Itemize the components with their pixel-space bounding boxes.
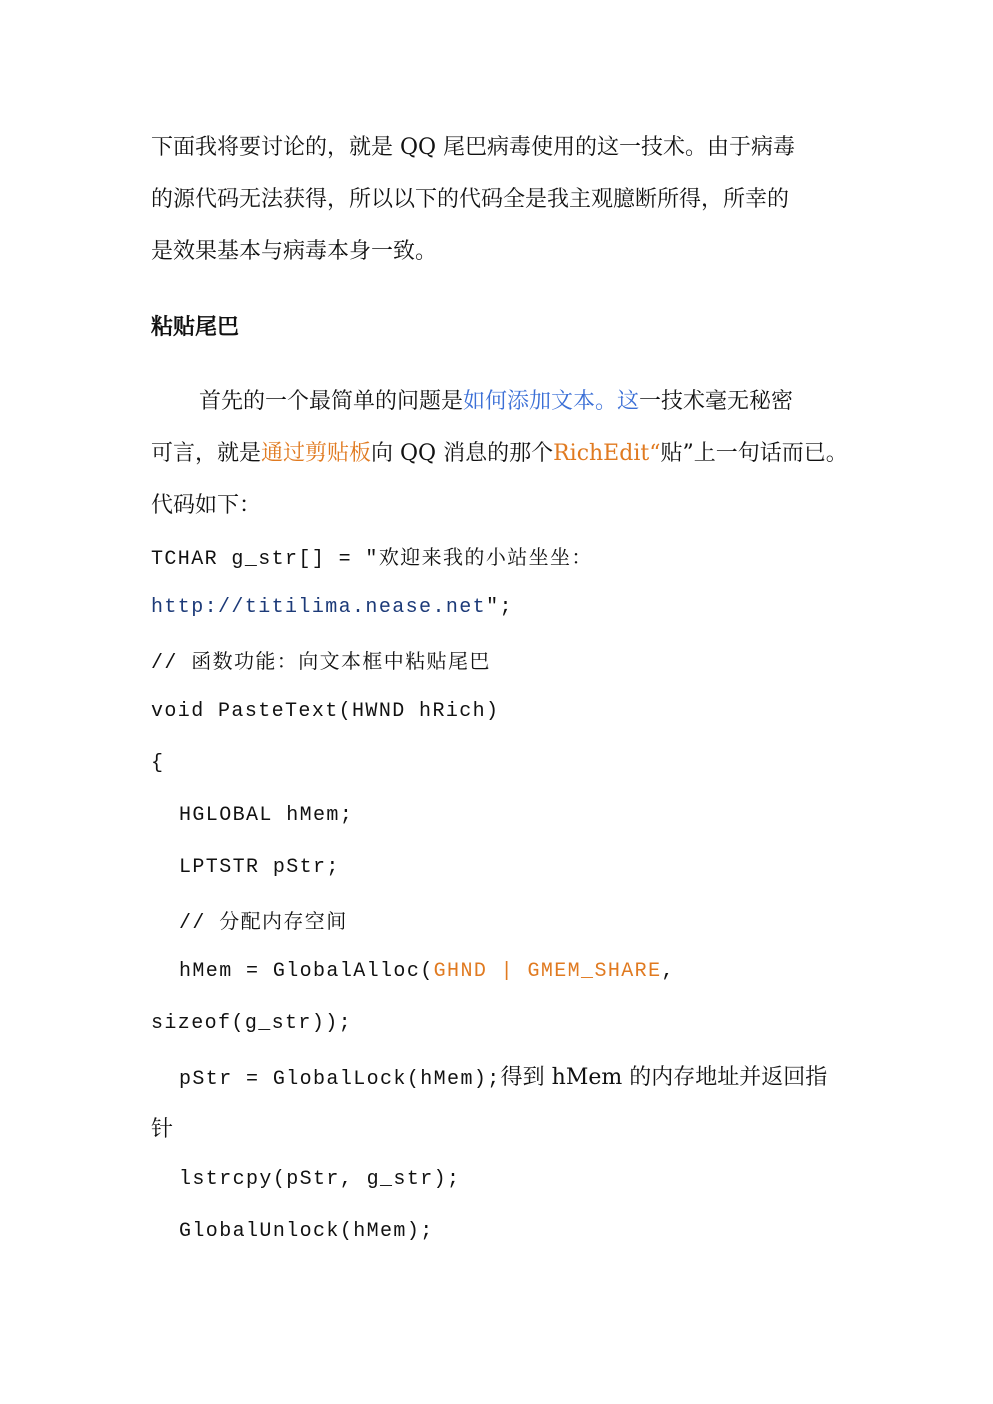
code-text: ,	[661, 960, 675, 983]
code-text: hMem = GlobalAlloc(	[179, 960, 434, 983]
para-text: 可言，就是	[151, 441, 262, 466]
para-text: 一技术毫无秘密	[639, 389, 794, 414]
intro-line-1: 下面我将要讨论的，就是 QQ 尾巴病毒使用的这一技术。由于病毒	[151, 135, 796, 160]
para-line-3: 代码如下：	[151, 493, 262, 518]
para-text: 首先的一个最简单的问题是	[199, 389, 464, 414]
highlight-clipboard: 通过剪贴板	[261, 441, 372, 466]
code-text: ";	[486, 596, 513, 619]
code-comment-2	[179, 909, 348, 937]
code-text: // 函数功能：向文本框中粘贴尾巴	[151, 652, 491, 675]
link-add-text[interactable]: 如何添加文本。这	[463, 389, 640, 414]
code-line-10: sizeof(g_str));	[151, 1012, 353, 1035]
code-line-14: GlobalUnlock(hMem);	[179, 1220, 434, 1243]
code-comment-text: 得到 hMem 的内存地址并返回指	[500, 1065, 828, 1090]
url-link[interactable]: http://titilima.nease.net	[151, 596, 487, 619]
section-heading: 粘贴尾巴	[151, 314, 240, 340]
para-text: 向 QQ 消息的那个	[371, 441, 554, 466]
code-line-6: HGLOBAL hMem;	[179, 804, 354, 827]
code-highlight: GHND | GMEM_SHARE	[433, 960, 662, 983]
code-text: pStr = GlobalLock(hMem);	[179, 1068, 501, 1091]
highlight-richedit: RichEdit“	[553, 441, 661, 466]
code-line-9	[179, 959, 675, 985]
code-line-11	[179, 1065, 827, 1093]
code-line-12: 针	[151, 1117, 174, 1142]
code-line-13: lstrcpy(pStr, g_str);	[179, 1168, 461, 1191]
code-line-1	[151, 545, 593, 573]
code-comment-1	[151, 649, 491, 677]
para-text: 贴”上一句话而已。	[660, 441, 848, 466]
code-line-4: void PasteText(HWND hRich)	[151, 700, 500, 723]
code-line-2	[151, 595, 513, 621]
para-line-2	[151, 441, 848, 467]
code-line-7: LPTSTR pStr;	[179, 856, 340, 879]
code-text: TCHAR g_str[] = "欢迎来我的小站坐坐：	[151, 548, 593, 571]
para-line-1	[199, 389, 793, 415]
intro-line-2: 的源代码无法获得，所以以下的代码全是我主观臆断所得，所幸的	[151, 187, 790, 212]
code-line-5: {	[151, 752, 165, 775]
code-text: // 分配内存空间	[179, 912, 348, 935]
intro-line-3: 是效果基本与病毒本身一致。	[151, 239, 438, 264]
